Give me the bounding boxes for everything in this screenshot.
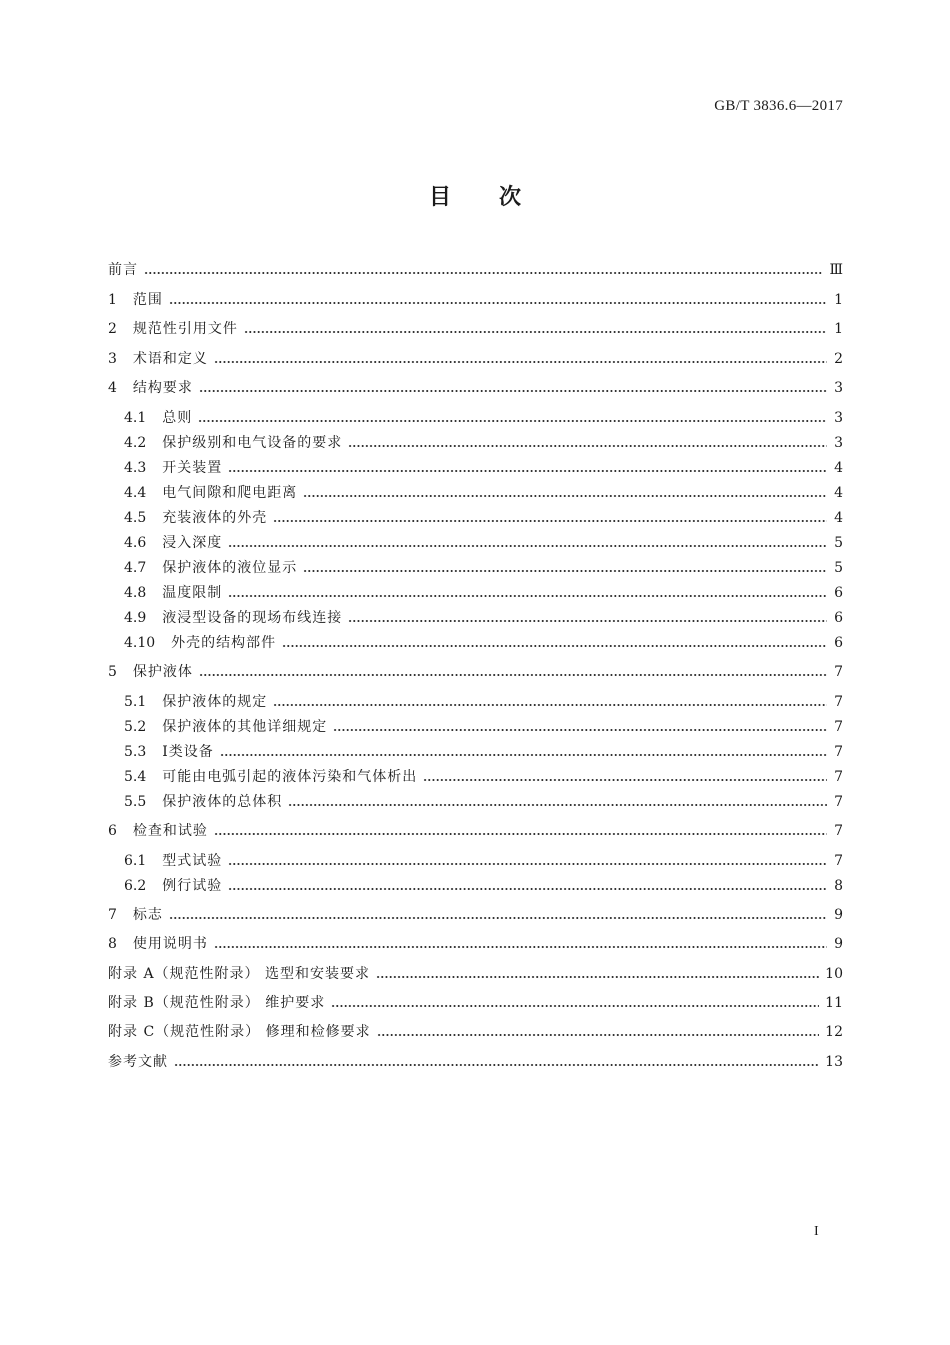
toc-entry-label xyxy=(108,408,192,428)
toc-entry-label xyxy=(108,633,276,653)
toc-entry-page: 3 xyxy=(834,410,843,426)
dot-leader xyxy=(376,975,819,979)
toc-entry-label xyxy=(108,662,193,682)
toc-entry[interactable] xyxy=(108,1052,843,1072)
toc-entry-page: 4 xyxy=(834,460,843,476)
toc-entry[interactable] xyxy=(108,717,843,737)
dot-leader xyxy=(348,619,827,623)
toc-entry[interactable] xyxy=(108,767,843,787)
toc-entry-title: 可能由电弧引起的液体污染和气体析出 xyxy=(162,769,418,785)
toc-entry-title: 参考文献 xyxy=(108,1054,168,1070)
toc-entry-page: 6 xyxy=(834,635,843,651)
toc-entry[interactable] xyxy=(108,290,843,310)
toc-entry[interactable] xyxy=(108,558,843,578)
toc-entry-page: 9 xyxy=(834,907,843,923)
toc-entry-label xyxy=(108,558,297,578)
toc-entry[interactable] xyxy=(108,692,843,712)
toc-entry-title: 开关装置 xyxy=(162,460,223,476)
toc-entry[interactable] xyxy=(108,508,843,528)
toc-entry-title: 液浸型设备的现场布线连接 xyxy=(162,610,343,626)
toc-entry-number: 1 xyxy=(108,292,117,308)
toc-entry-title: 检查和试验 xyxy=(132,823,208,839)
dot-leader xyxy=(220,753,827,757)
toc-entry-page: 7 xyxy=(834,719,843,735)
toc-entry-page: 1 xyxy=(834,321,843,337)
toc-entry-page: 6 xyxy=(834,610,843,626)
toc-entry[interactable] xyxy=(108,821,843,841)
dot-leader xyxy=(273,519,827,523)
toc-entry-title: 前言 xyxy=(108,262,138,278)
toc-entry-page: 4 xyxy=(834,510,843,526)
toc-entry[interactable] xyxy=(108,378,843,398)
toc-entry-number: 4.10 xyxy=(124,635,156,651)
dot-leader xyxy=(333,728,827,732)
toc-entry-label xyxy=(108,964,370,984)
toc-entry-number: 6.2 xyxy=(124,878,147,894)
toc-entry-title: 附录 B（规范性附录） 维护要求 xyxy=(108,995,326,1011)
toc-entry-page: 4 xyxy=(834,485,843,501)
toc-entry-number: 4.6 xyxy=(124,535,147,551)
toc-entry-title: 保护级别和电气设备的要求 xyxy=(162,435,343,451)
toc-entry-label xyxy=(108,349,208,369)
toc-entry[interactable] xyxy=(108,742,843,762)
dot-leader xyxy=(199,389,827,393)
toc-entry-page: Ⅲ xyxy=(829,262,843,278)
toc-entry-label xyxy=(108,934,208,954)
toc-entry-page: 7 xyxy=(834,823,843,839)
toc-entry-number: 4 xyxy=(108,380,117,396)
toc-entry[interactable] xyxy=(108,260,843,280)
toc-entry-page: 11 xyxy=(825,995,843,1011)
toc-entry-title: 电气间隙和爬电距离 xyxy=(162,485,298,501)
dot-leader xyxy=(198,419,827,423)
toc-entry[interactable] xyxy=(108,408,843,428)
dot-leader xyxy=(214,832,827,836)
toc-entry-page: 5 xyxy=(834,560,843,576)
toc-entry-title: 保护液体的其他详细规定 xyxy=(162,719,328,735)
toc-entry-number: 5.1 xyxy=(124,694,147,710)
toc-entry[interactable] xyxy=(108,583,843,603)
toc-entry-page: 3 xyxy=(834,380,843,396)
toc-entry-label xyxy=(108,742,214,762)
toc-entry-title: 浸入深度 xyxy=(162,535,223,551)
dot-leader xyxy=(214,360,827,364)
toc-entry-title: 例行试验 xyxy=(162,878,223,894)
dot-leader xyxy=(169,916,827,920)
toc-entry-label xyxy=(108,1022,371,1042)
toc-entry[interactable] xyxy=(108,433,843,453)
toc-entry-page: 5 xyxy=(834,535,843,551)
toc-entry-number: 4.8 xyxy=(124,585,147,601)
toc-entry[interactable] xyxy=(108,964,843,984)
toc-entry[interactable] xyxy=(108,458,843,478)
dot-leader xyxy=(348,444,827,448)
toc-entry-number: 5.5 xyxy=(124,794,147,810)
toc-entry-title: 范围 xyxy=(132,292,163,308)
toc-entry-number: 2 xyxy=(108,321,117,337)
dot-leader xyxy=(288,803,827,807)
toc-entry-number: 8 xyxy=(108,936,117,952)
toc-entry-label xyxy=(108,533,222,553)
toc-entry-number: 4.3 xyxy=(124,460,147,476)
toc-entry-label xyxy=(108,458,222,478)
dot-leader xyxy=(228,469,827,473)
toc-entry-page: 1 xyxy=(834,292,843,308)
toc-entry-page: 3 xyxy=(834,435,843,451)
dot-leader xyxy=(303,494,827,498)
toc-entry-number: 7 xyxy=(108,907,117,923)
toc-entry[interactable] xyxy=(108,533,843,553)
toc-entry-label xyxy=(108,508,267,528)
dot-leader xyxy=(228,544,827,548)
toc-entry-label xyxy=(108,260,138,280)
toc-entry[interactable] xyxy=(108,934,843,954)
toc-entry-page: 7 xyxy=(834,794,843,810)
toc-entry-title: 附录 C（规范性附录） 修理和检修要求 xyxy=(108,1024,371,1040)
toc-entry[interactable] xyxy=(108,349,843,369)
toc-entry-title: 型式试验 xyxy=(162,853,223,869)
dot-leader xyxy=(228,594,827,598)
toc-entry[interactable] xyxy=(108,319,843,339)
dot-leader xyxy=(303,569,827,573)
toc-entry-label xyxy=(108,851,222,871)
dot-leader xyxy=(244,330,827,334)
toc-entry-number: 4.9 xyxy=(124,610,147,626)
toc-entry-page: 7 xyxy=(834,769,843,785)
toc-entry-number: 5.3 xyxy=(124,744,147,760)
toc-entry[interactable] xyxy=(108,608,843,628)
toc-entry-page: 7 xyxy=(834,744,843,760)
toc-entry-label xyxy=(108,608,342,628)
toc-entry-title: 附录 A（规范性附录） 选型和安装要求 xyxy=(108,966,371,982)
toc-entry-title: 保护液体的总体积 xyxy=(162,794,283,810)
toc-entry-label xyxy=(108,767,417,787)
toc-entry-title: 保护液体的液位显示 xyxy=(162,560,298,576)
toc-entry-number: 5.4 xyxy=(124,769,147,785)
dot-leader xyxy=(228,862,827,866)
toc-entry[interactable] xyxy=(108,1022,843,1042)
toc-entry-page: 6 xyxy=(834,585,843,601)
toc-entry-title: 总则 xyxy=(162,410,193,426)
toc-entry-number: 5 xyxy=(108,664,117,680)
dot-leader xyxy=(169,301,827,305)
toc-entry[interactable] xyxy=(108,876,843,896)
toc-entry-page: 7 xyxy=(834,664,843,680)
dot-leader xyxy=(282,644,827,648)
toc-entry-label xyxy=(108,792,282,812)
toc-entry-title: 温度限制 xyxy=(162,585,223,601)
toc-entry-title: 保护液体的规定 xyxy=(162,694,268,710)
toc-entry-title: 结构要求 xyxy=(132,380,193,396)
toc-entry-label xyxy=(108,876,222,896)
toc-entry-label xyxy=(108,378,193,398)
toc-entry[interactable] xyxy=(108,633,843,653)
toc-entry-page: 12 xyxy=(825,1024,843,1040)
dot-leader xyxy=(174,1063,819,1067)
toc-entry[interactable] xyxy=(108,483,843,503)
toc-entry[interactable] xyxy=(108,792,843,812)
dot-leader xyxy=(199,673,827,677)
toc-entry-label xyxy=(108,905,163,925)
dot-leader xyxy=(144,271,823,275)
toc-entry[interactable] xyxy=(108,905,843,925)
dot-leader xyxy=(423,778,827,782)
toc-entry-number: 3 xyxy=(108,351,117,367)
toc-entry-title: Ⅰ类设备 xyxy=(162,744,214,760)
page-title: 目次 xyxy=(428,185,569,210)
dot-leader xyxy=(273,703,827,707)
toc-entry-number: 6 xyxy=(108,823,117,839)
toc-entry-title: 规范性引用文件 xyxy=(132,321,238,337)
toc-entry-title: 充装液体的外壳 xyxy=(162,510,268,526)
toc-entry-label xyxy=(108,319,238,339)
toc-entry-label xyxy=(108,433,342,453)
toc-entry-number: 4.7 xyxy=(124,560,147,576)
dot-leader xyxy=(214,945,827,949)
toc-entry-label xyxy=(108,583,222,603)
toc-entry-number: 6.1 xyxy=(124,853,147,869)
toc-entry-number: 5.2 xyxy=(124,719,147,735)
toc-entry-title: 标志 xyxy=(132,907,163,923)
toc-entry-label xyxy=(108,483,297,503)
toc-entry-title: 保护液体 xyxy=(132,664,193,680)
toc-entry-title: 术语和定义 xyxy=(132,351,208,367)
toc-entry[interactable] xyxy=(108,662,843,682)
toc-entry-page: 7 xyxy=(834,853,843,869)
toc-entry-title: 使用说明书 xyxy=(132,936,208,952)
toc-entry-number: 4.4 xyxy=(124,485,147,501)
standard-number: GB/T 3836.6—2017 xyxy=(714,98,843,114)
toc-entry-page: 2 xyxy=(834,351,843,367)
toc-entry-number: 4.5 xyxy=(124,510,147,526)
toc-entry-number: 4.2 xyxy=(124,435,147,451)
toc-entry-page: 10 xyxy=(825,966,843,982)
toc-entry-page: 13 xyxy=(825,1054,843,1070)
page-number: I xyxy=(814,1224,819,1239)
toc-entry-page: 9 xyxy=(834,936,843,952)
toc-entry-label xyxy=(108,290,163,310)
toc-entry-number: 4.1 xyxy=(124,410,147,426)
dot-leader xyxy=(331,1004,819,1008)
toc-entry-label xyxy=(108,1052,168,1072)
toc-entry-label xyxy=(108,692,267,712)
toc-entry-label xyxy=(108,821,208,841)
toc-entry[interactable] xyxy=(108,993,843,1013)
toc-entry-label xyxy=(108,993,325,1013)
dot-leader xyxy=(377,1033,820,1037)
toc-entry-page: 7 xyxy=(834,694,843,710)
dot-leader xyxy=(228,887,827,891)
toc-entry[interactable] xyxy=(108,851,843,871)
toc-entry-title: 外壳的结构部件 xyxy=(171,635,277,651)
toc-entry-page: 8 xyxy=(834,878,843,894)
toc-entry-label xyxy=(108,717,327,737)
